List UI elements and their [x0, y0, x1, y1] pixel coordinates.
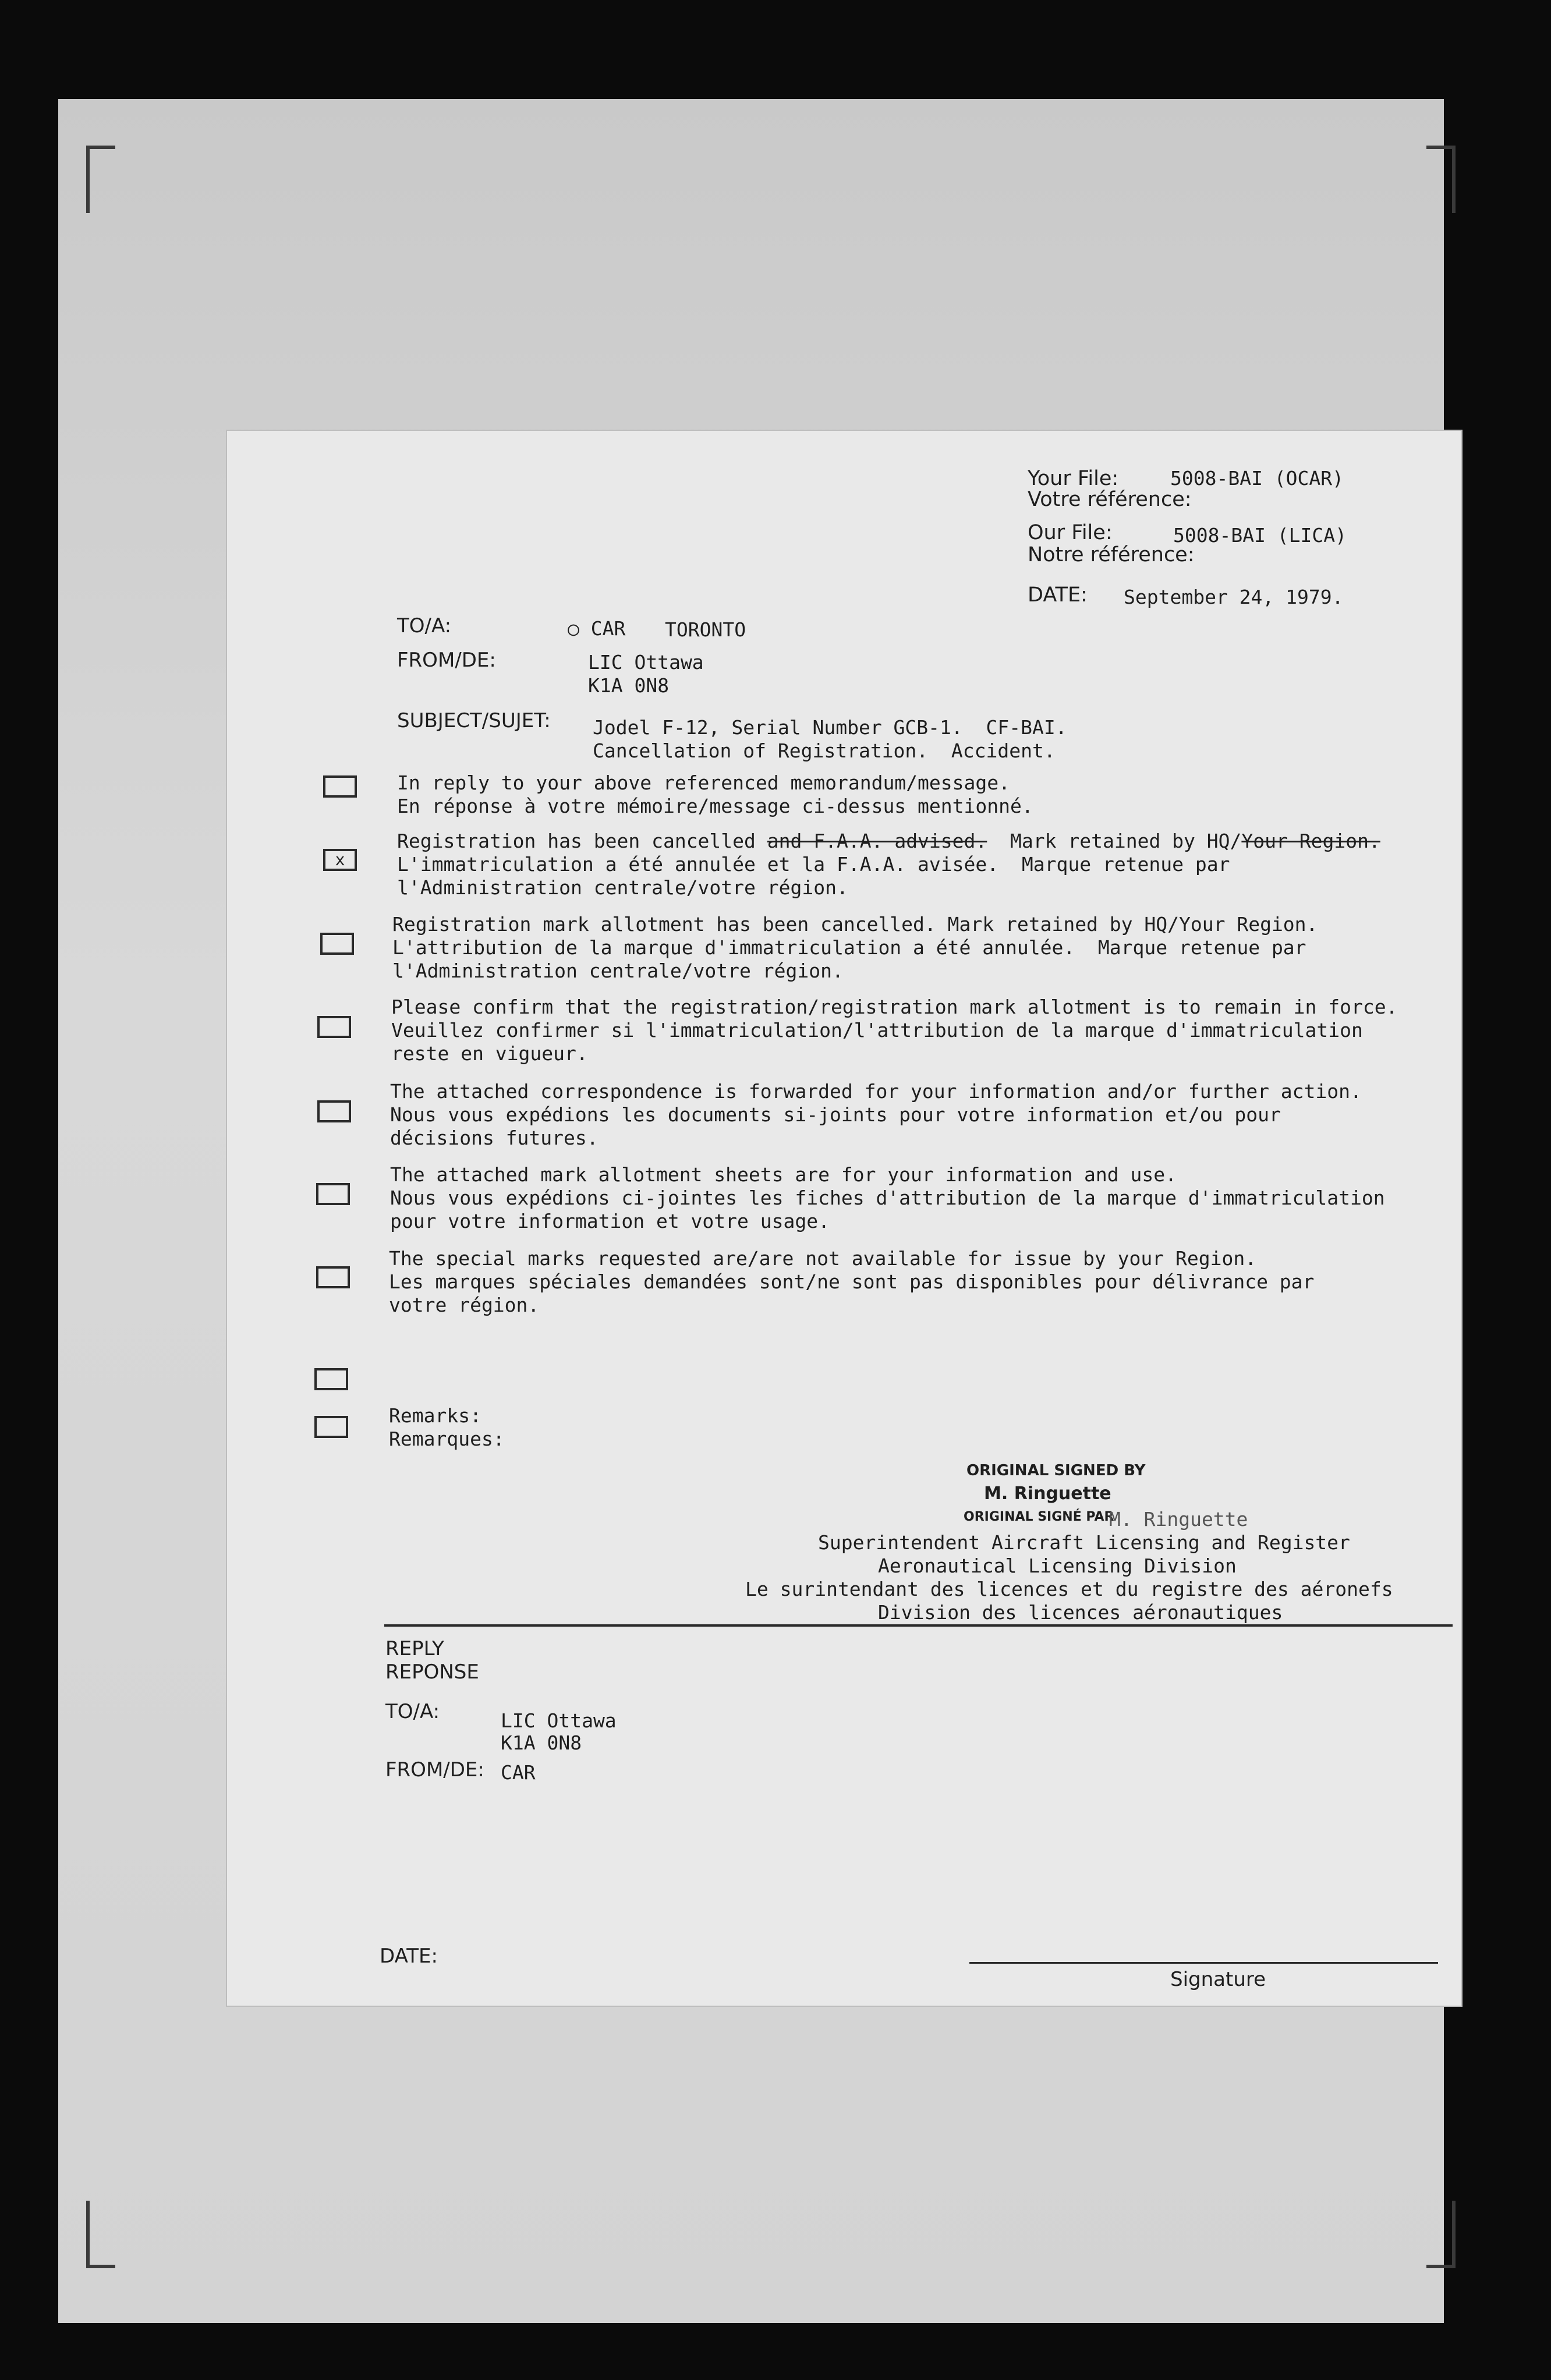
- typed-signer-name: M. Ringuette: [1109, 1508, 1248, 1531]
- from-label: FROM/DE:: [397, 649, 496, 672]
- option-correspondence-fr-2: décisions futures.: [390, 1127, 599, 1149]
- subject-line2: Cancellation of Registration. Accident.: [593, 739, 1056, 762]
- title-fr-2: Division des licences aéronautiques: [878, 1601, 1283, 1624]
- subject-label: SUBJECT/SUJET:: [397, 709, 551, 732]
- our-file-label: Our File:: [1028, 521, 1113, 544]
- notre-reference-label: Notre référence:: [1028, 543, 1195, 566]
- from-line1: LIC Ottawa: [588, 651, 704, 674]
- option-sheets-fr-2: pour votre information et votre usage.: [390, 1210, 830, 1232]
- crop-mark-top-left: [86, 146, 115, 213]
- our-file-value: 5008-BAI (LICA): [1173, 524, 1347, 547]
- reply-label: REPLY: [385, 1637, 444, 1660]
- option-special-fr: Les marques spéciales demandées sont/ne sont pas disponibles pour délivrance par: [389, 1270, 1315, 1293]
- reply-to-label: TO/A:: [385, 1700, 440, 1723]
- remarks-label: Remarks:: [389, 1404, 481, 1427]
- crop-mark-top-right: [1426, 146, 1456, 213]
- checkbox-reply[interactable]: [323, 775, 357, 798]
- checkbox-allotment-sheets[interactable]: [316, 1183, 350, 1205]
- option-correspondence-en: The attached correspondence is forwarded for your information and/or further action.: [390, 1080, 1362, 1103]
- option-confirm-fr-2: reste en vigueur.: [391, 1042, 588, 1065]
- option-cancelled-en: Registration has been cancelled and F.A.A. advised. Mark retained by HQ/Your Region.: [397, 830, 1380, 852]
- option-confirm-fr: Veuillez confirmer si l'immatriculation/l'attribution de la marque d'immatriculation: [391, 1019, 1363, 1042]
- stamp-original-signed: ORIGINAL SIGNED BY: [966, 1462, 1146, 1479]
- from-line2: K1A 0N8: [588, 674, 670, 697]
- option-special-fr-2: votre région.: [389, 1294, 540, 1316]
- date-label: DATE:: [1028, 583, 1088, 607]
- stamp-original-signe: ORIGINAL SIGNÉ PAR: [964, 1510, 1114, 1524]
- title-fr-1: Le surintendant des licences et du registre des aéronefs: [745, 1578, 1393, 1600]
- reply-date-label: DATE:: [380, 1945, 438, 1968]
- your-file-label: Your File:: [1028, 467, 1119, 490]
- option-allotment-fr: L'attribution de la marque d'immatriculation a été annulée. Marque retenue par: [392, 936, 1306, 959]
- to-city: TORONTO: [665, 618, 746, 641]
- checkbox-registration-cancelled[interactable]: x: [323, 849, 357, 871]
- signature-line: [969, 1962, 1438, 1964]
- option-allotment-en: Registration mark allotment has been cancelled. Mark retained by HQ/Your Region.: [392, 913, 1318, 936]
- crop-mark-bottom-left: [86, 2201, 115, 2268]
- struck-your-region: Your Region.: [1241, 830, 1380, 852]
- to-value: ○ CAR: [568, 617, 626, 640]
- reponse-label: REPONSE: [385, 1660, 479, 1684]
- option-confirm-en: Please confirm that the registration/registration mark allotment is to remain in force.: [391, 996, 1398, 1018]
- stamp-signer-name: M. Ringuette: [984, 1483, 1111, 1504]
- checkbox-blank[interactable]: [314, 1368, 348, 1390]
- signature-label: Signature: [1170, 1968, 1266, 1991]
- option-sheets-fr: Nous vous expédions ci-jointes les fiches d'attribution de la marque d'immatriculation: [390, 1187, 1385, 1209]
- checkbox-remarks[interactable]: [314, 1416, 348, 1438]
- your-file-value: 5008-BAI (OCAR): [1170, 467, 1344, 490]
- option-cancelled-fr: L'immatriculation a été annulée et la F.A.A. avisée. Marque retenue par: [397, 853, 1230, 876]
- crop-mark-bottom-right: [1426, 2201, 1456, 2268]
- remarques-label: Remarques:: [389, 1428, 505, 1450]
- reply-to-line1: LIC Ottawa: [501, 1709, 617, 1732]
- checkbox-correspondence[interactable]: [317, 1100, 351, 1122]
- struck-faa-advised: and F.A.A. advised.: [767, 830, 987, 852]
- reply-from-label: FROM/DE:: [385, 1758, 484, 1782]
- option-correspondence-fr: Nous vous expédions les documents si-joints pour votre information et/ou pour: [390, 1103, 1281, 1126]
- option-reply-fr: En réponse à votre mémoire/message ci-dessus mentionné.: [397, 795, 1033, 817]
- option-reply-en: In reply to your above referenced memorandum/message.: [397, 771, 1010, 794]
- title-en-2: Aeronautical Licensing Division: [878, 1554, 1237, 1577]
- option-cancelled-fr-2: l'Administration centrale/votre région.: [397, 876, 848, 899]
- votre-reference-label: Votre référence:: [1028, 488, 1192, 511]
- checkbox-confirm-in-force[interactable]: [317, 1016, 351, 1038]
- reply-to-line2: K1A 0N8: [501, 1731, 582, 1754]
- subject-line1: Jodel F-12, Serial Number GCB-1. CF-BAI.: [593, 716, 1067, 739]
- reply-from-value: CAR: [501, 1761, 536, 1784]
- title-en-1: Superintendent Aircraft Licensing and Register: [818, 1531, 1350, 1554]
- date-value: September 24, 1979.: [1124, 586, 1344, 608]
- memo-form: [227, 431, 1461, 2006]
- option-sheets-en: The attached mark allotment sheets are for your information and use.: [390, 1163, 1177, 1186]
- to-label: TO/A:: [397, 614, 452, 638]
- checkbox-allotment-cancelled[interactable]: [320, 933, 354, 955]
- checkbox-special-marks[interactable]: [316, 1266, 350, 1288]
- option-special-en: The special marks requested are/are not available for issue by your Region.: [389, 1247, 1257, 1270]
- option-allotment-fr-2: l'Administration centrale/votre région.: [392, 959, 844, 982]
- divider-rule: [384, 1624, 1453, 1627]
